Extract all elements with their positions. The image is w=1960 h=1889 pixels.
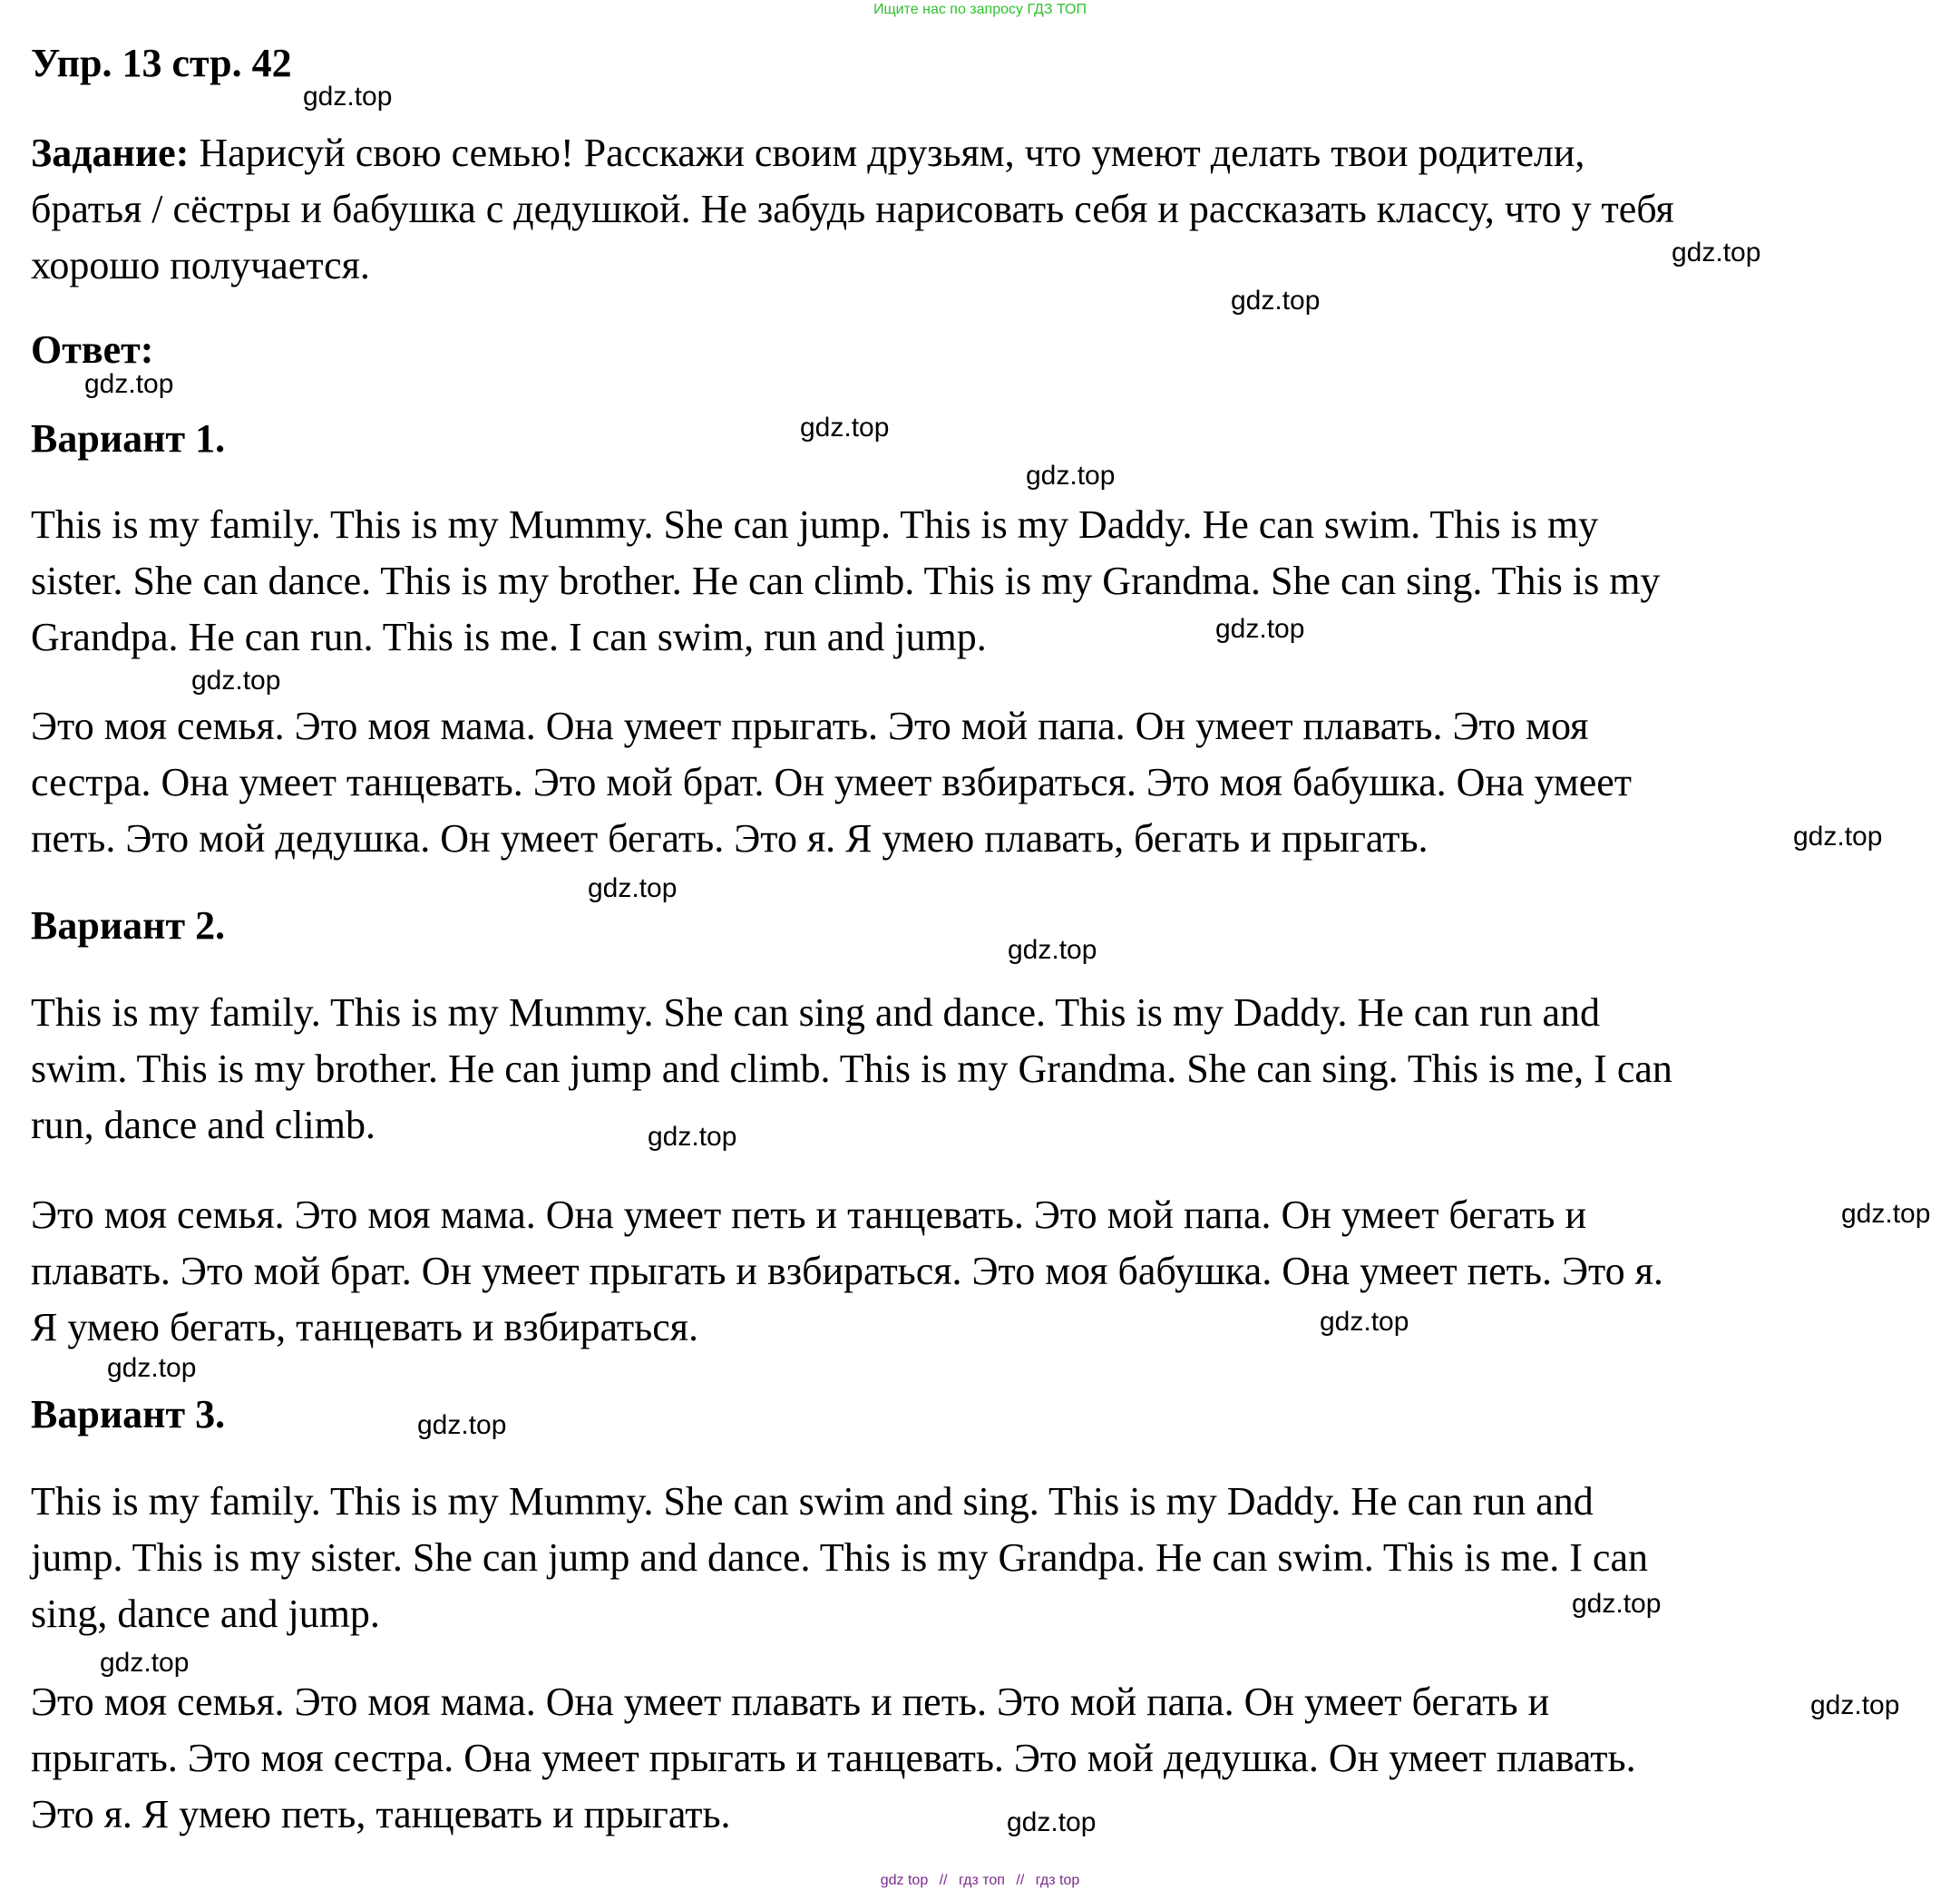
answer-label: Ответ: [31,327,154,372]
text-line: Это моя семья. Это моя мама. Она умеет петь и танцевать. Это мой папа. Он умеет бегать и [31,1193,1587,1237]
text-line: This is my family. This is my Mummy. She can jump. This is my Daddy. He can swim. This is my [31,502,1599,547]
variant-3-heading: Вариант 3. [31,1392,226,1436]
watermark: gdz.top [107,1353,197,1383]
text-line: плавать. Это мой брат. Он умеет прыгать и взбираться. Это моя бабушка. Она умеет петь. Это я. [31,1249,1663,1293]
task-paragraph [31,125,1936,294]
text-line: Grandpa. He can run. This is me. I can swim, run and jump. [31,615,987,659]
watermark: gdz.top [417,1410,507,1440]
variant-1-russian [31,698,1936,867]
watermark: gdz.top [588,873,678,903]
page-title: Упр. 13 стр. 42 [31,41,292,85]
text-line: Это я. Я умею петь, танцевать и прыгать. [31,1792,731,1836]
task-label: Задание: [31,131,190,175]
watermark: gdz.top [1841,1199,1931,1229]
text-line: Это моя семья. Это моя мама. Она умеет плавать и петь. Это мой папа. Он умеет бегать и [31,1680,1550,1724]
watermark: gdz.top [800,413,890,443]
watermark: gdz.top [100,1648,190,1678]
watermark: gdz.top [1231,286,1321,316]
watermark: gdz.top [1215,614,1305,644]
variant-2-heading: Вариант 2. [31,903,226,948]
text-line: Это моя семья. Это моя мама. Она умеет прыгать. Это мой папа. Он умеет плавать. Это моя [31,704,1589,748]
watermark: gdz.top [648,1122,737,1152]
variant-2-english [31,985,1936,1154]
task-line: Нарисуй свою семью! Расскажи своим друзьям, что умеют делать твои родители, [189,131,1585,175]
watermark: gdz.top [84,369,174,399]
watermark: gdz.top [1572,1589,1662,1619]
footer-link[interactable]: гдз top [1035,1873,1080,1888]
watermark: gdz.top [1026,461,1116,491]
text-line: Я умею бегать, танцевать и взбираться. [31,1305,698,1349]
footer-link[interactable]: гдз топ [959,1873,1005,1888]
task-line: хорошо получается. [31,243,370,287]
text-line: This is my family. This is my Mummy. She can sing and dance. This is my Daddy. He can run and [31,990,1601,1035]
watermark: gdz.top [1672,238,1761,268]
footer-separator: // [1016,1873,1025,1888]
variant-1-english [31,497,1936,666]
watermark: gdz.top [303,82,393,112]
text-line: прыгать. Это моя сестра. Она умеет прыгать и танцевать. Это мой дедушка. Он умеет плавать. [31,1736,1636,1780]
variant-3-russian [31,1674,1936,1843]
task-line: братья / сёстры и бабушка с дедушкой. Не забудь нарисовать себя и рассказать классу, что у тебя [31,187,1674,231]
watermark: gdz.top [191,666,281,696]
watermark: gdz.top [1320,1307,1409,1337]
variant-2-russian [31,1187,1936,1356]
footer [0,1873,1960,1889]
text-line: run, dance and climb. [31,1103,375,1147]
watermark: gdz.top [1007,1807,1097,1837]
text-line: сестра. Она умеет танцевать. Это мой брат. Он умеет взбираться. Это моя бабушка. Она умеет [31,760,1633,804]
watermark: gdz.top [1793,822,1883,852]
variant-1-heading: Вариант 1. [31,416,226,461]
top-banner: Ищите нас по запросу ГДЗ ТОП [873,2,1087,17]
watermark: gdz.top [1810,1690,1900,1720]
text-line: sister. She can dance. This is my brother. He can climb. This is my Grandma. She can sing. This is my [31,559,1661,603]
footer-link[interactable]: gdz top [880,1873,929,1888]
footer-separator: // [939,1873,948,1888]
text-line: swim. This is my brother. He can jump and climb. This is my Grandma. She can sing. This is me, I can [31,1047,1672,1091]
text-line: This is my family. This is my Mummy. She can swim and sing. This is my Daddy. He can run and [31,1479,1594,1524]
text-line: sing, dance and jump. [31,1592,380,1636]
watermark: gdz.top [1008,935,1097,965]
text-line: петь. Это мой дедушка. Он умеет бегать. Это я. Я умею плавать, бегать и прыгать. [31,816,1429,861]
text-line: jump. This is my sister. She can jump and dance. This is my Grandpa. He can swim. This is me. I can [31,1535,1648,1580]
